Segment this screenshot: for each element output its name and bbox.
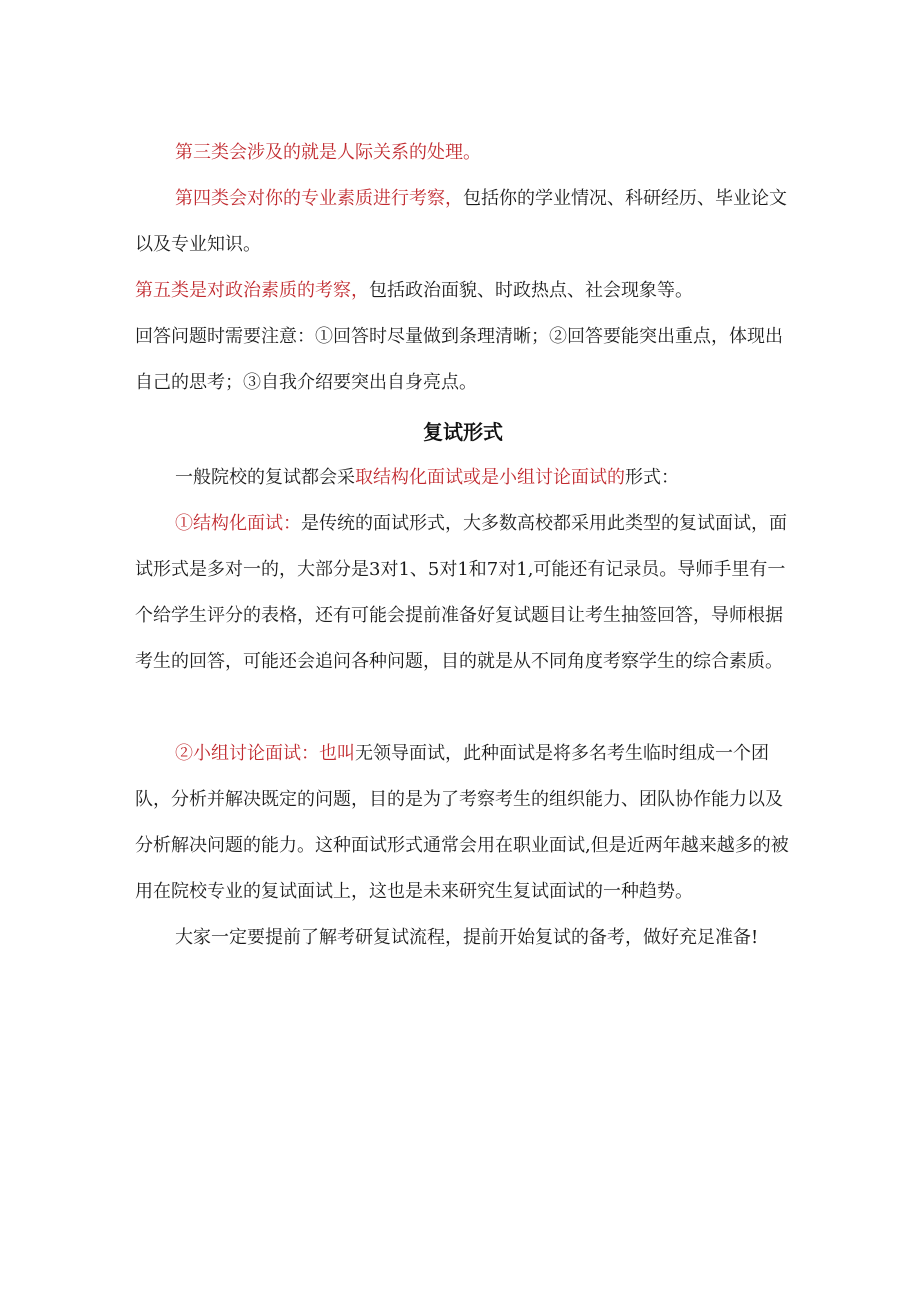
section-heading: 复试形式 (423, 420, 503, 444)
structured-interview-text: 是传统的面试形式，大多数高校都采用此类型的复试面试，面试形式是多对一的，大部分是3对1、5对1和7对1,可能还有记录员。导师手里有一个给学生评分的表格，还有可能会提前准备好复试题目让考生抽签回答，导师根据考生的回答，可能还会追问各种问题，目的就是从不同角度考察学生的综合素质。 (135, 513, 787, 672)
paragraph-structured-interview (135, 501, 791, 685)
paragraph-category-4 (135, 176, 791, 268)
category-5-text: 包括政治面貌、时政热点、社会现象等。 (369, 280, 693, 301)
category-3-emphasis: 第三类会涉及的就是人际关系的处理。 (175, 142, 481, 163)
intro-emphasis: 取结构化面试或是小组讨论面试的 (355, 467, 625, 488)
category-4-text: 包括你的学业情况、科研经历、毕业论文以及专业知识。 (135, 188, 787, 255)
paragraph-answer-notes (135, 314, 791, 406)
paragraph-group-interview (135, 731, 791, 915)
group-interview-text: 无领导面试，此种面试是将多名考生临时组成一个团队，分析并解决既定的问题，目的是为了考察考生的组织能力、团队协作能力以及分析解决问题的能力。这种面试形式通常会用在职业面试,但是近两年越来越多的被用在院校专业的复试面试上，这也是未来研究生复试面试的一种趋势。 (135, 743, 789, 902)
category-4-emphasis: 第四类会对你的专业素质进行考察， (175, 188, 463, 209)
intro-text-after: 形式： (625, 467, 679, 488)
paragraph-category-3 (135, 130, 791, 176)
paragraph-intro (135, 455, 791, 501)
paragraph-category-5 (135, 268, 791, 314)
paragraph-closing (135, 915, 791, 961)
structured-interview-label: ①结构化面试： (175, 513, 301, 534)
closing-text: 大家一定要提前了解考研复试流程，提前开始复试的备考，做好充足准备! (175, 927, 759, 948)
category-5-emphasis: 第五类是对政治素质的考察， (135, 280, 369, 301)
answer-notes-text: 回答问题时需要注意：①回答时尽量做到条理清晰；②回答要能突出重点，体现出自己的思考；③自我介绍要突出自身亮点。 (135, 326, 783, 393)
group-interview-label: ②小组讨论面试：也叫 (175, 743, 355, 764)
intro-text-before: 一般院校的复试都会采 (175, 467, 355, 488)
